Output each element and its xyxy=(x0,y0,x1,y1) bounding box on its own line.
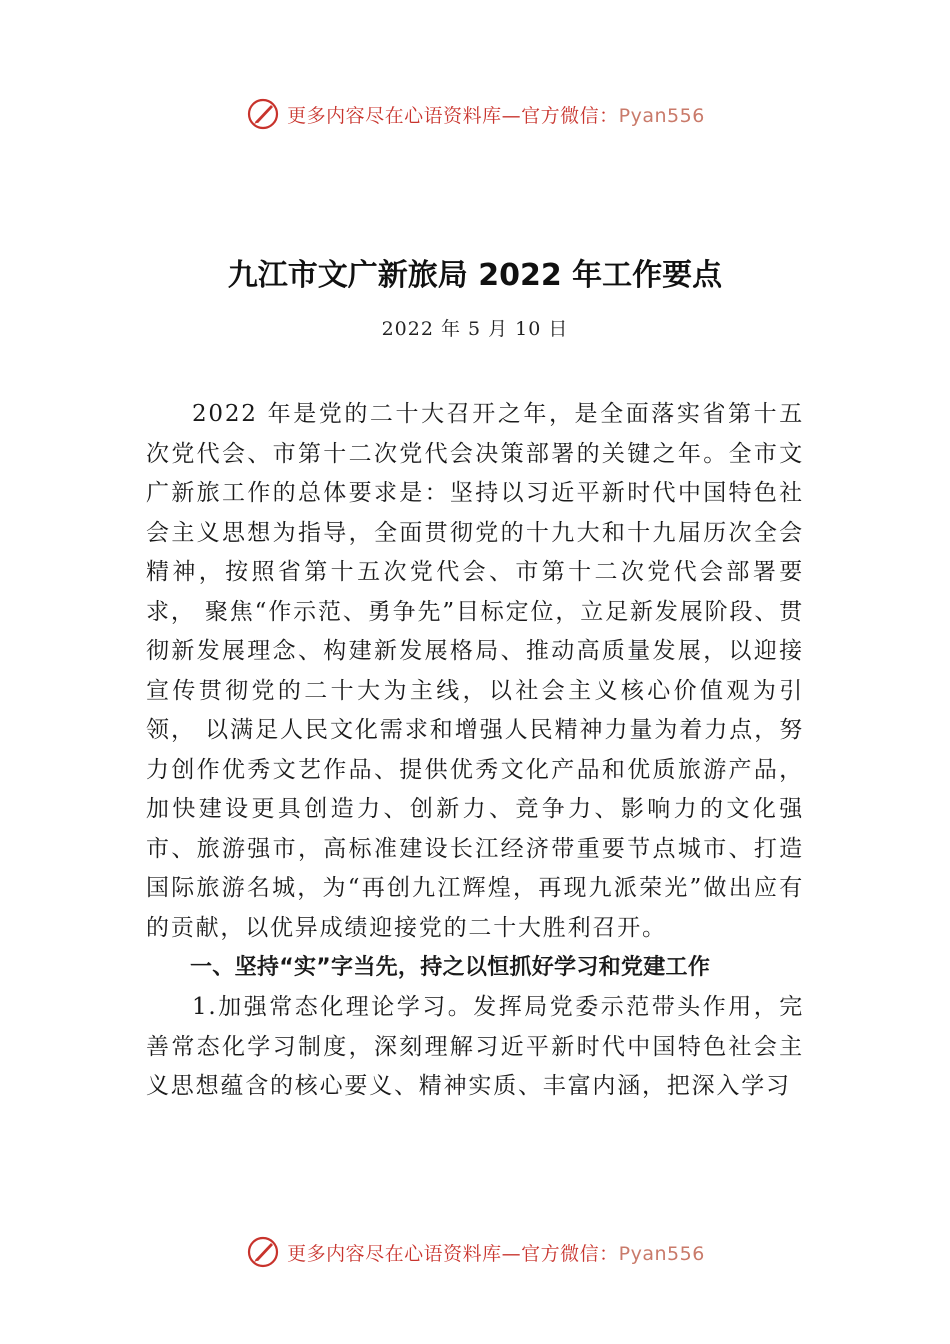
wechat-id: Pyan556 xyxy=(618,104,705,127)
quill-seal-icon xyxy=(245,96,281,132)
document-date: 2022 年 5 月 10 日 xyxy=(381,318,569,340)
document-body xyxy=(146,395,804,1107)
intro-paragraph: 2022 年是党的二十大召开之年，是全面落实省第十五次党代会、市第十二次党代会决策部署的关键之年。全市文广新旅工作的总体要求是：坚持以习近平新时代中国特色社会主义思想为指导，全面贯彻党的十九大和十九届历次全会精神，按照省第十五次党代会、市第十二次党代会部署要求， 聚焦“作示范、勇争先”目标定位，立足新发展阶段、贯彻新发展理念、构建新发展格局、推动高质量发展，以迎接宣传贯彻党的二十大为主线，以社会主义核心价值观为引领， 以满足人民文化需求和增强人民精神力量为着力点，努力创作优秀文艺作品、提供优秀文化产品和优质旅游产品，加快建设更具创造力、创新力、竞争力、影响力的文化强市、旅游强市，高标准建设长江经济带重要节点城市、打造国际旅游名城，为“再创九江辉煌，再现九派荣光”做出应有的贡献，以优异成绩迎接党的二十大胜利召开。 xyxy=(146,401,804,941)
document-title: 九江市文广新旅局 2022 年工作要点 xyxy=(227,258,723,293)
watermark-text: 更多内容尽在心语资料库—官方微信：Pyan556 xyxy=(287,1242,705,1265)
section-heading: 一、坚持“实”字当先，持之以恒抓好学习和党建工作 xyxy=(190,955,711,980)
watermark-text: 更多内容尽在心语资料库—官方微信：Pyan556 xyxy=(287,104,705,127)
item-paragraph: 1.加强常态化理论学习。发挥局党委示范带头作用，完善常态化学习制度，深刻理解习近平新时代中国特色社会主义思想蕴含的核心要义、精神实质、丰富内涵，把深入学习 xyxy=(146,994,804,1099)
watermark-banner-top xyxy=(0,92,950,136)
watermark-banner-bottom xyxy=(0,1230,950,1274)
wechat-id: Pyan556 xyxy=(618,1242,705,1265)
quill-seal-icon xyxy=(245,1234,281,1270)
